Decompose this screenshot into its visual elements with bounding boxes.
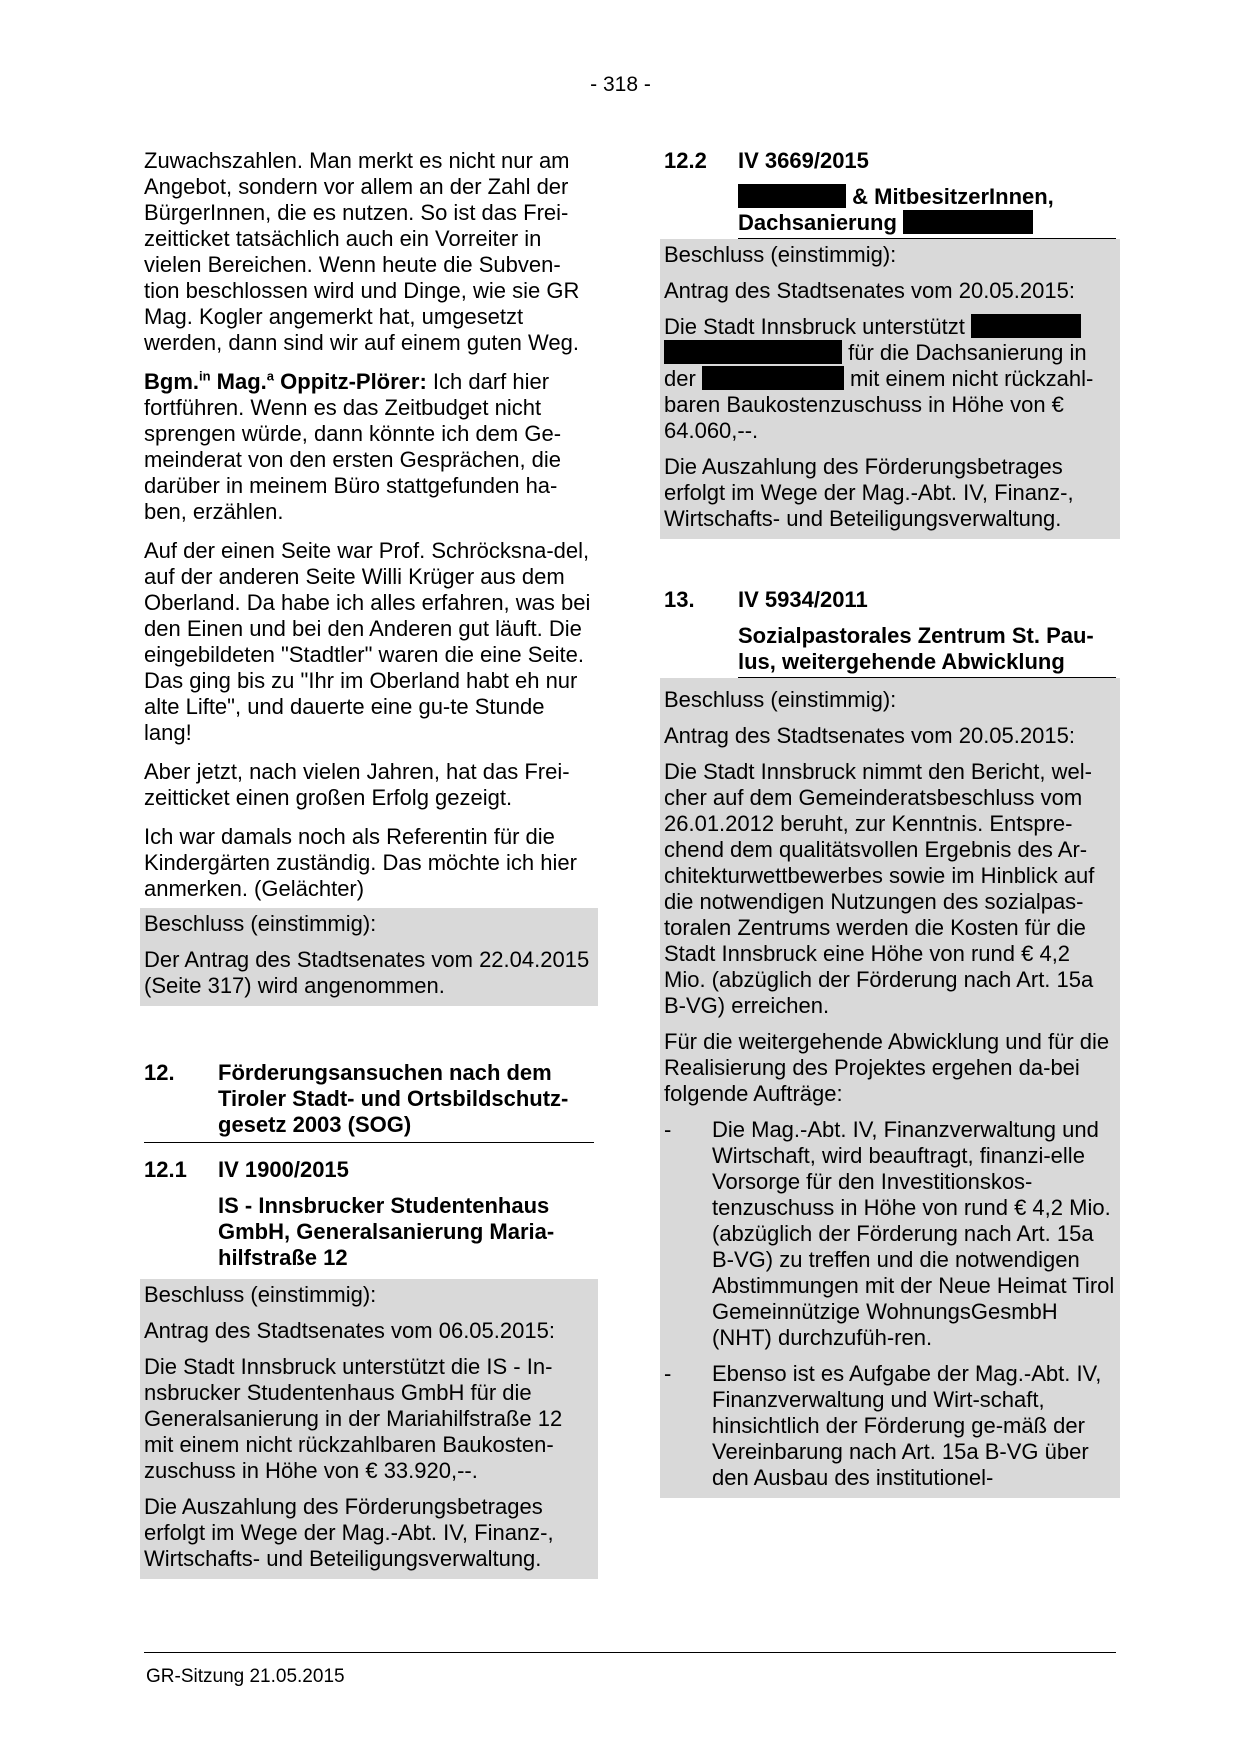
speaker-paragraph: Bgm.$^{in}$ Mag.$^a$ Oppitz-Plörer: Ich darf hier fortführen. Wenn es das Zeitbudget nicht sprengen würde, dann könnte ich dem Ge-meinderat von den ersten Gesprächen, die darüber in meinem Büro stattgefunden ha-ben, erzählen. [144,368,562,524]
speaker-name: Bgm.$^{in}$ Mag.$^a$ Oppitz-Plörer: [144,368,427,394]
resolution-text: Für die weitergehende Abwicklung und für die Realisierung des Projektes ergehen da-bei folgende Aufträge: [664,1029,1110,1106]
payment-text: Die Auszahlung des Förderungsbetrages erfolgt im Wege der Mag.-Abt. IV, Finanz-, Wirtschafts- und Beteiligungsverwaltung. [144,1494,554,1571]
resolution-text: Die Stadt Innsbruck unterstützt die IS - In-nsbrucker Studentenhaus GmbH für die Generalsanierung in der Mariahilfstraße 12 mit einem nicht rückzahlbaren Baukosten-zuschuss in Höhe von € 33.920,--. [144,1354,563,1483]
paragraph: Ich war damals noch als Referentin für die Kindergärten zuständig. Das möchte ich hier anmerken. (Gelächter) [144,824,577,901]
motion-date: Antrag des Stadtsenates vom 06.05.2015: [144,1318,555,1343]
redaction-bar [903,210,1033,234]
section-heading-12-1: 12.1 IV 1900/2015 [144,1157,349,1182]
resolution-label: Beschluss (einstimmig): [664,242,897,267]
resolution-box [140,1279,598,1579]
redaction-bar [971,314,1081,338]
right-column [664,148,1116,1498]
section-heading-12-2: 12.2 IV 3669/2015 [664,148,869,173]
resolution-label: Beschluss (einstimmig): [144,1282,377,1307]
list-item: - Die Mag.-Abt. IV, Finanzverwaltung und Wirtschaft, wird beauftragt, finanzi-elle Vorsorge für den Investitionskos-tenzuschuss in Höhe von rund € 4,2 Mio. (abzüglich der Förderung nach Art. 15a B-VG) zu treffen und die notwendigen Abstimmungen mit der Neue Heimat Tirol Gemeinnützige WohnungsGesmbH (NHT) durchzufüh-ren. [664,1117,1115,1350]
page-number: - 318 - [590,73,651,96]
paragraph: Aber jetzt, nach vielen Jahren, hat das Frei-zeitticket einen großen Erfolg gezeigt. [144,759,570,810]
section-heading-12: 12. Förderungsansuchen nach dem Tiroler Stadt- und Ortsbildschutz-gesetz 2003 (SOG) [144,1060,594,1143]
footer-text: GR-Sitzung 21.05.2015 [146,1666,345,1687]
payment-text: Die Auszahlung des Förderungsbetrages erfolgt im Wege der Mag.-Abt. IV, Finanz-, Wirtschafts- und Beteiligungsverwaltung. [664,454,1074,531]
footer-divider [144,1652,1116,1653]
resolution-box [660,678,1120,1498]
redaction-bar [664,340,842,364]
motion-date: Antrag des Stadtsenates vom 20.05.2015: [664,723,1075,748]
resolution-label: Beschluss (einstimmig): [664,687,897,712]
redaction-bar [738,184,846,208]
left-column [144,148,594,1579]
section-subtitle: IS - Innsbrucker Studentenhaus GmbH, Generalsanierung Maria-hilfstraße 12 [218,1193,555,1270]
resolution-box [140,908,598,1006]
section-subtitle: & MitbesitzerInnen, Dachsanierung [738,184,1116,239]
section-heading-13: 13. IV 5934/2011 [664,587,868,612]
resolution-text: Die Stadt Innsbruck nimmt den Bericht, wel-cher auf dem Gemeinderatsbeschluss vom 26.01.2012 beruht, zur Kenntnis. Entspre-chend dem qualitätsvollen Ergebnis des Ar-chitekturwettbewerbes sowie im Hinblick auf die notwendigen Nutzungen des sozialpas-toralen Zentrums werden die Kosten für die Stadt Innsbruck eine Höhe von rund € 4,2 Mio. (abzüglich der Förderung nach Art. 15a B-VG) erreichen. [664,759,1095,1018]
list-item: - Ebenso ist es Aufgabe der Mag.-Abt. IV, Finanzverwaltung und Wirt-schaft, hinsichtlich der Förderung ge-mäß der Vereinbarung nach Art. 15a B-VG über den Ausbau des institutionel- [664,1361,1102,1490]
paragraph: Zuwachszahlen. Man merkt es nicht nur am Angebot, sondern vor allem an der Zahl der BürgerInnen, die es nutzen. So ist das Frei-zeitticket tatsächlich auch ein Vorreiter in vielen Bereichen. Wenn heute die Subven-tion beschlossen wird und Dinge, wie sie GR Mag. Kogler angemerkt hat, umgesetzt werden, dann sind wir auf einem guten Weg. [144,148,580,355]
motion-date: Antrag des Stadtsenates vom 20.05.2015: [664,278,1075,303]
section-subtitle: Sozialpastorales Zentrum St. Pau-lus, weitergehende Abwicklung [738,623,1116,678]
paragraph: Auf der einen Seite war Prof. Schröcksna-del, auf der anderen Seite Willi Krüger aus dem Oberland. Da habe ich alles erfahren, was bei den Einen und bei den Anderen gut läuft. Die eingebildeten "Stadtler" waren die eine Seite. Das ging bis zu "Ihr im Oberland habt eh nur alte Lifte", und dauerte eine gu-te Stunde lang! [144,538,591,745]
resolution-label: Beschluss (einstimmig): [144,911,377,936]
resolution-text: Der Antrag des Stadtsenates vom 22.04.2015 (Seite 317) wird angenommen. [144,947,590,998]
redaction-bar [702,366,844,390]
resolution-text: Die Stadt Innsbruck unterstützt für die Dachsanierung in der mit einem nicht rückzahl-baren Baukostenzuschuss in Höhe von € 64.060,--. [664,314,1094,443]
resolution-box [660,239,1120,539]
